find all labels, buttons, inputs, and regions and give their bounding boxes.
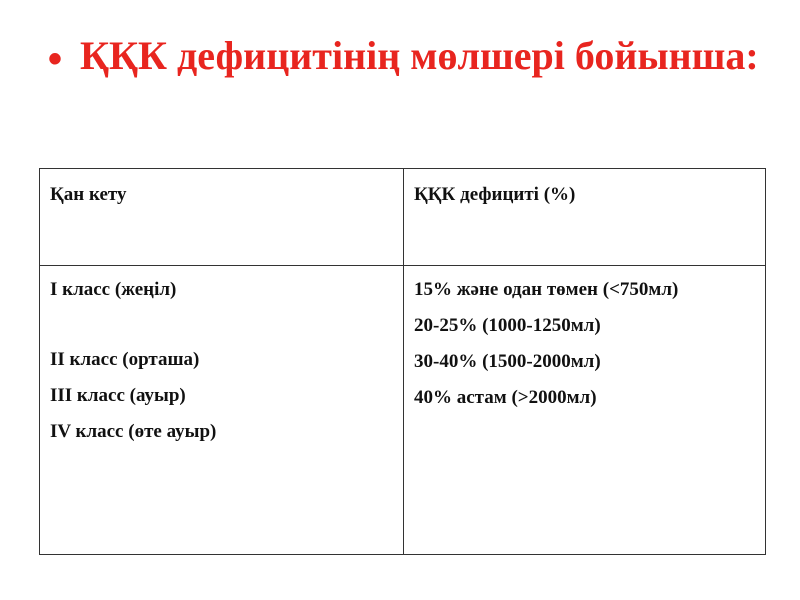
class-item: II класс (орташа): [50, 349, 200, 370]
class-item: I класс (жеңіл): [50, 279, 177, 300]
header-cell-bleeding: [40, 169, 404, 266]
header-label: ҚҚК дефициті (%): [414, 184, 576, 205]
bullet-icon: •: [48, 37, 63, 81]
header-label: Қан кету: [50, 184, 127, 205]
deficit-item: 30-40% (1500-2000мл): [414, 351, 601, 372]
deficit-item: 20-25% (1000-1250мл): [414, 315, 601, 336]
class-cell: [40, 266, 404, 555]
table-header-row: [40, 169, 766, 266]
header-cell-deficit: [404, 169, 766, 266]
deficit-table: [39, 168, 763, 555]
class-item: III класс (ауыр): [50, 385, 186, 406]
deficit-cell: [404, 266, 766, 555]
table-row: [40, 266, 766, 555]
deficit-item: 15% және одан төмен (<750мл): [414, 279, 679, 300]
deficit-item: 40% астам (>2000мл): [414, 387, 597, 408]
slide-title: ҚҚК дефицитінің мөлшері бойынша:: [80, 33, 759, 78]
class-item: IV класс (өте ауыр): [50, 421, 217, 442]
